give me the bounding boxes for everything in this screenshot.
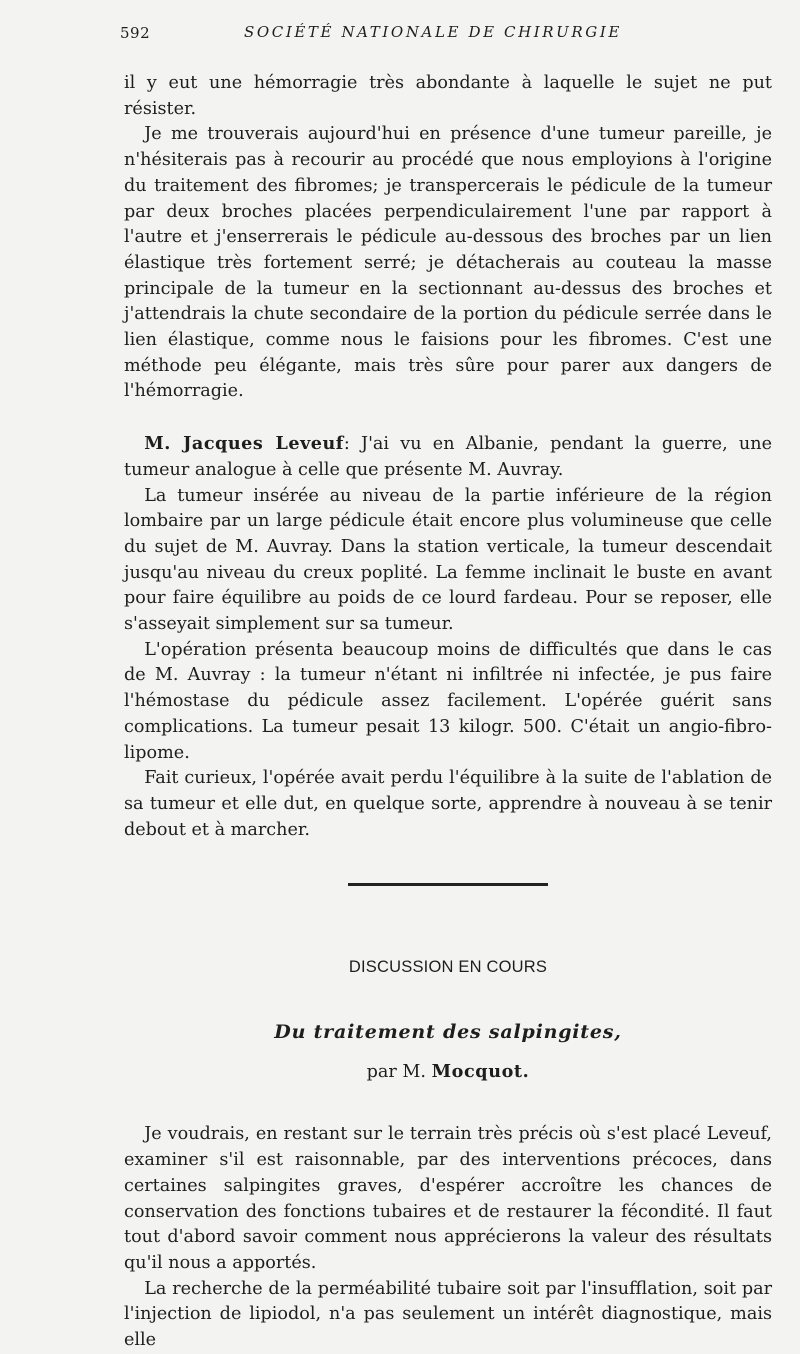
byline <box>124 1061 772 1082</box>
running-header <box>120 20 772 46</box>
paragraph: La tumeur insérée au niveau de la partie inférieure de la région lombaire par un large pédicule était encore plus volumineuse que celle du sujet de M. Auvray. Dans la station verticale, la tumeur descendait jusqu'au niveau du creux poplité. La femme inclinait le buste en avant pour faire équilibre au poids de ce lourd fardeau. Pour se reposer, elle s'asseyait simplement sur sa tumeur. <box>124 485 772 635</box>
article-title: Du traitement des salpingites, <box>274 1021 622 1044</box>
author-name: Mocquot. <box>431 1061 530 1083</box>
running-title: SOCIÉTÉ NATIONALE DE CHIRURGIE <box>244 23 622 41</box>
speaker-name: M. Jacques Leveuf <box>144 433 344 455</box>
paragraph: il y eut une hémorragie très abondante à laquelle le sujet ne put résister. <box>124 73 772 119</box>
body-text <box>124 71 772 843</box>
paragraph: Je voudrais, en restant sur le terrain très précis où s'est placé Leveuf, examiner s'il est raisonnable, par des interventions précoces, dans certaines salpingites graves, d'espérer accroître les chances de conservation des fonctions tubaires et de restaurer la fécondité. Il faut tout d'abord savoir comment nous apprécierons la valeur des résultats qu'il nous a apportés. <box>124 1124 772 1273</box>
paragraph: Je me trouverais aujourd'hui en présence d'une tumeur pareille, je n'hésiterais pas à recourir au procédé que nous employions à l'origine du traitement des fibromes; je transpercerais le pédicule de la tumeur par deux broches placées perpendiculairement l'une par rapport à l'autre et j'enserrerais le pédicule au-dessous des broches par un lien élastique très fortement serré; je détacherais au couteau la masse principale de la tumeur en la sectionnant au-dessus des broches et j'attendrais la chute secondaire de la portion du pédicule serrée dans le lien élastique, comme nous le faisions pour les fibromes. C'est une méthode peu élégante, mais très sûre pour parer aux dangers de l'hémorragie. <box>124 124 772 402</box>
speaker-text: : J'ai vu en Albanie, pendant la guerre, une tumeur analogue à celle que présente M. Auvray. <box>124 434 772 480</box>
section-divider <box>348 883 548 886</box>
page <box>120 20 772 1354</box>
section-heading: DISCUSSION EN COURS <box>348 958 548 977</box>
article-body <box>124 1122 772 1353</box>
paragraph: La recherche de la perméabilité tubaire soit par l'insufflation, soit par l'injection de lipiodol, n'a pas seulement un intérêt diagnostique, mais elle <box>124 1278 772 1351</box>
byline-prefix: par M. <box>366 1062 426 1083</box>
paragraph: L'opération présenta beaucoup moins de difficultés que dans le cas de M. Auvray : la tumeur n'étant ni infiltrée ni infectée, je pus faire l'hémostase du pédicule assez facilement. L'opérée guérit sans complications. La tumeur pesait 13 kilogr. 500. C'était un angio-fibro-lipome. <box>124 639 772 763</box>
paragraph-gap <box>124 405 772 431</box>
page-number: 592 <box>120 24 151 42</box>
paragraph: Fait curieux, l'opérée avait perdu l'équilibre à la suite de l'ablation de sa tumeur et elle dut, en quelque sorte, apprendre à nouveau à se tenir debout et à marcher. <box>124 768 772 840</box>
speaker-paragraph <box>124 431 772 483</box>
